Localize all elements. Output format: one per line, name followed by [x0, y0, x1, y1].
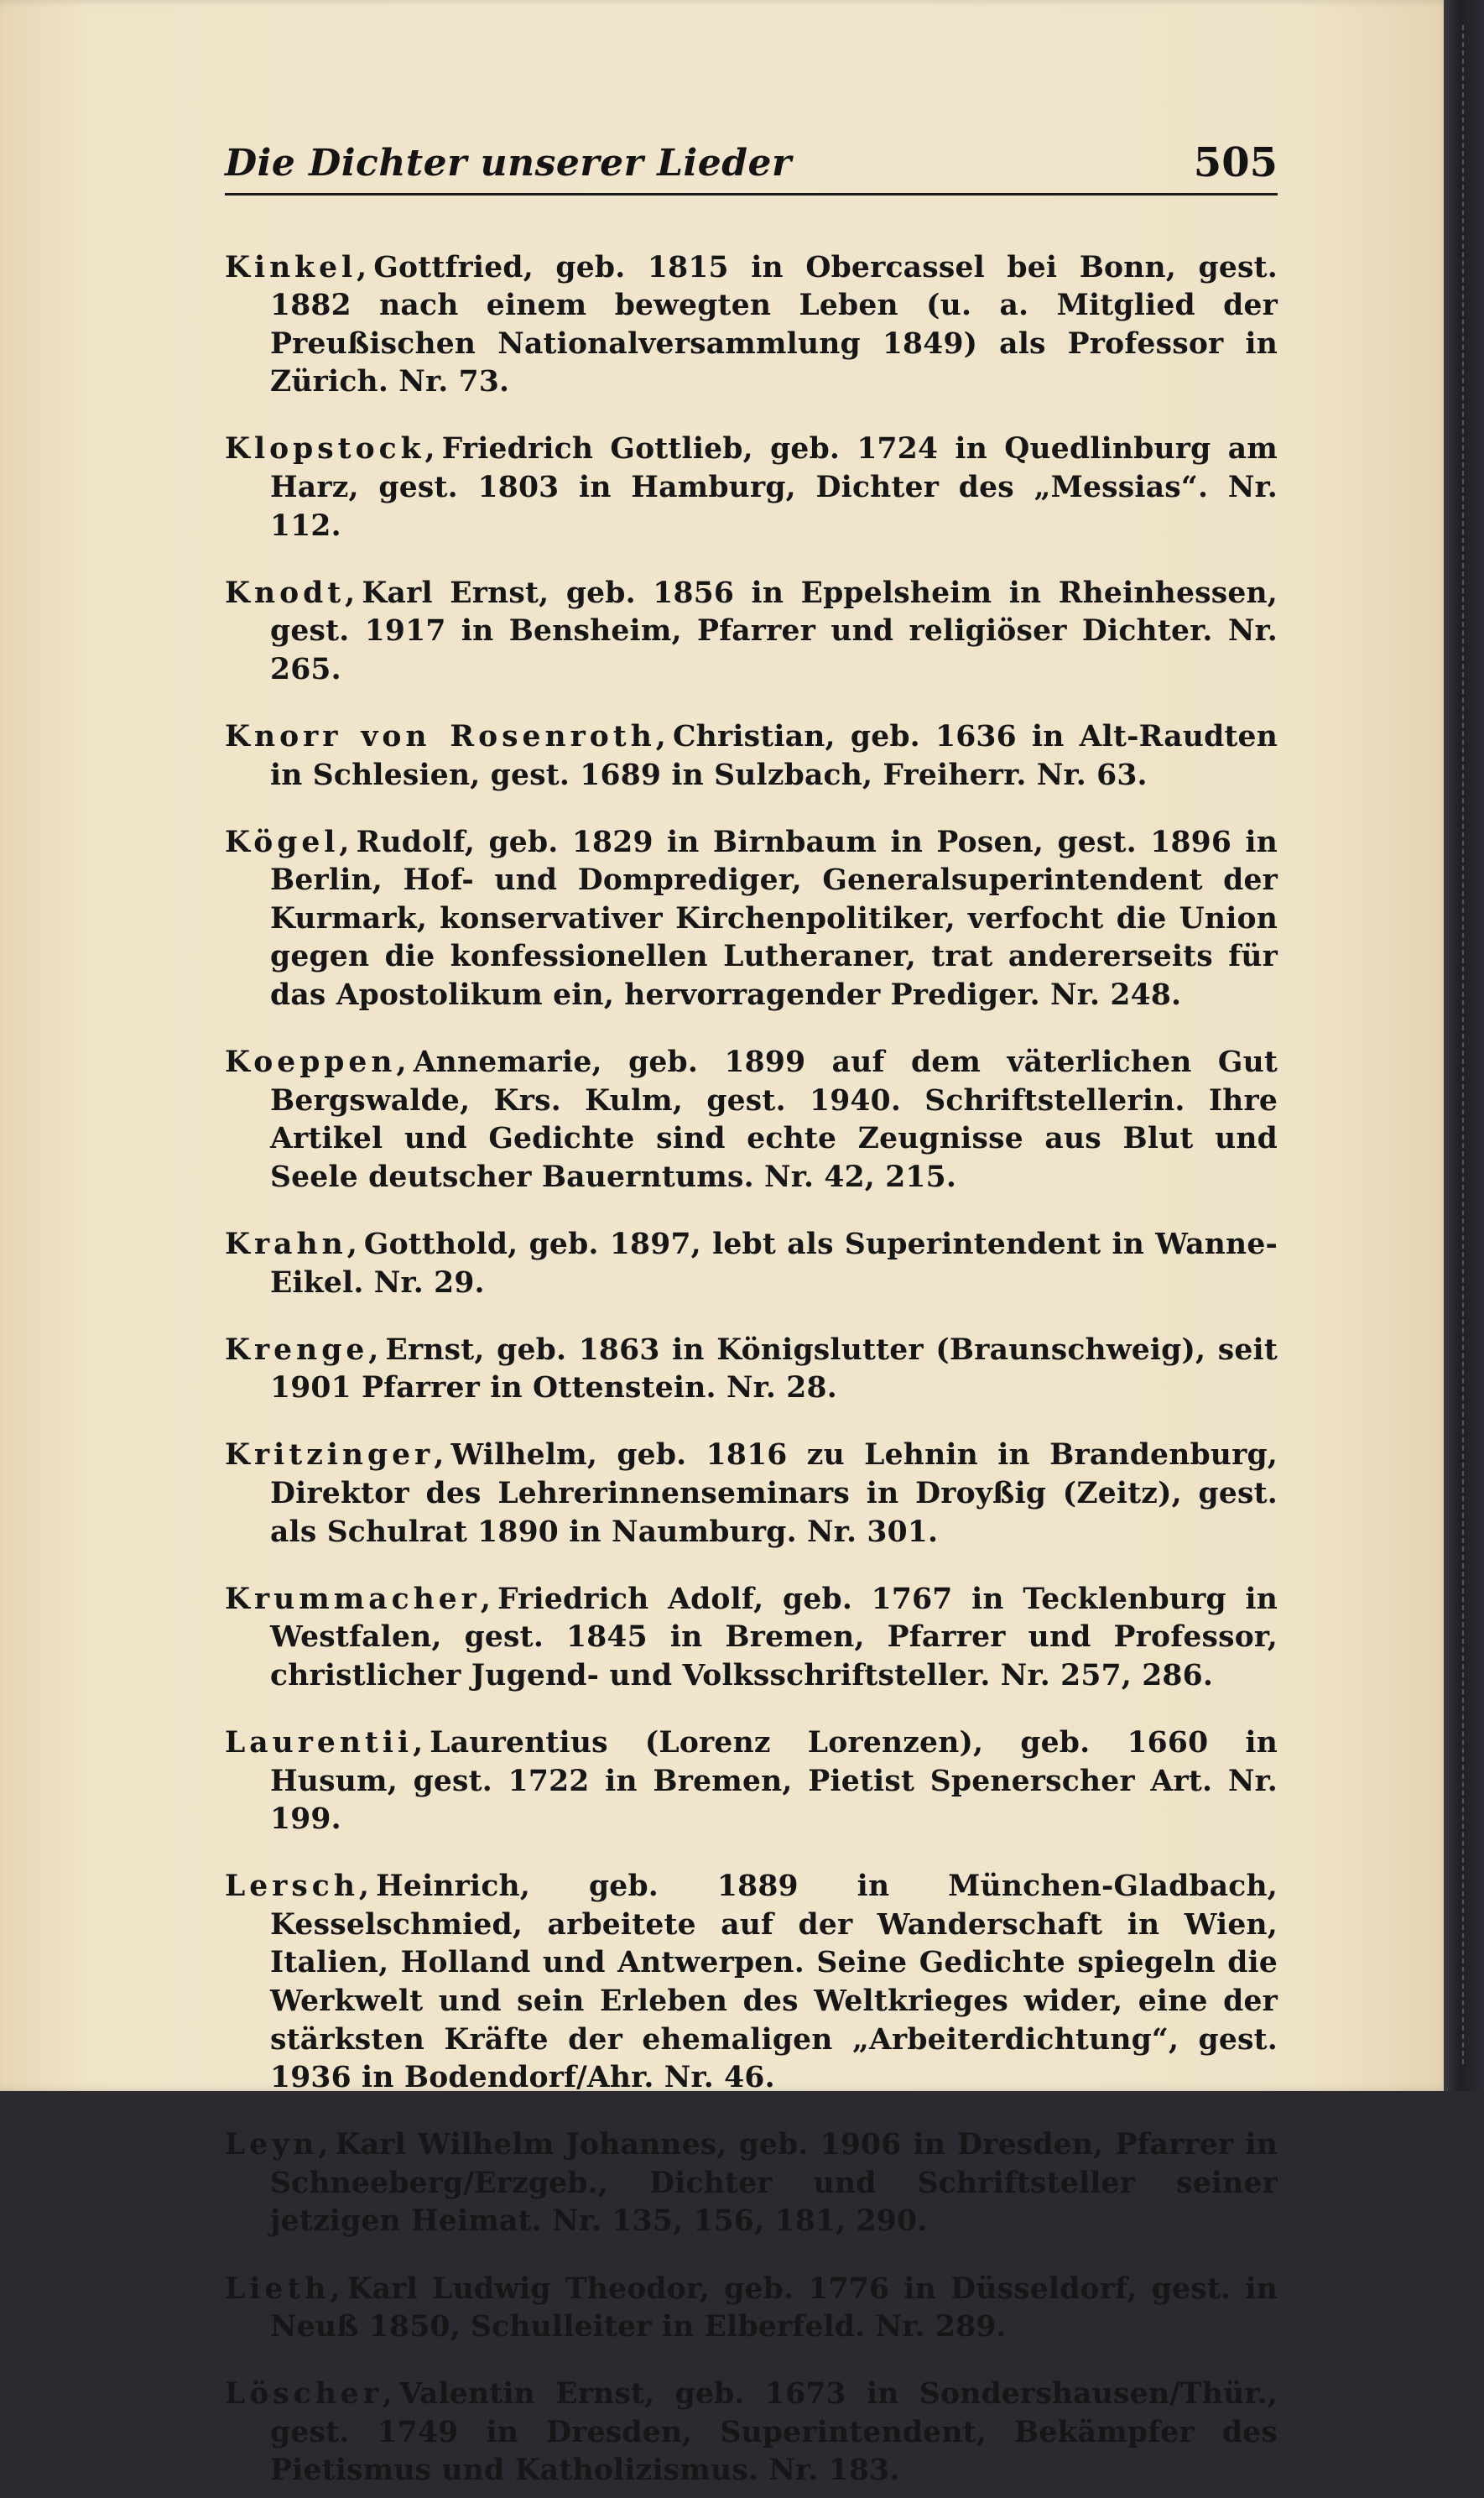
entry-name: Kritzinger [225, 1438, 435, 1473]
page-header [225, 134, 1278, 196]
list-item: Klopstock, Friedrich Gottlieb, geb. 1724 in Quedlinburg am Harz, gest. 1803 in Hamburg, Dichter des „Messias“. Nr. 112. [225, 432, 1278, 543]
list-item: Kögel, Rudolf, geb. 1829 in Birnbaum in Posen, gest. 1896 in Berlin, Hof- und Domprediger, Generalsuperintendent der Kurmark, konservativer Kirchenpolitiker, verfocht die Union gegen die konfessionellen Lutheraner, trat andererseits für das Apostolikum ein, hervorragender Prediger. Nr. 248. [225, 825, 1278, 1012]
entry-name: Löscher [225, 2377, 383, 2412]
entry-name: Krahn [225, 1227, 347, 1261]
entry-text: Friedrich Adolf, geb. 1767 in Tecklenburg in Westfalen, gest. 1845 in Bremen, Pfarrer und Professor, christlicher Jugend- und Volksschriftsteller. Nr. 257, 286. [270, 1582, 1278, 1692]
list-item: Lersch, Heinrich, geb. 1889 in München-Gladbach, Kesselschmied, arbeitete auf der Wanderschaft in Wien, Italien, Holland und Antwerpen. Seine Gedichte spiegeln die Werkwelt und sein Erleben des Weltkrieges wider, eine der stärksten Kräfte der ehemaligen „Arbeiterdichtung“, gest. 1936 in Bodendorf/Ahr. Nr. 46. [225, 1870, 1278, 2095]
entry-name: Krummacher [225, 1582, 481, 1616]
page-number: 505 [1193, 139, 1278, 186]
list-item: Leyn, Karl Wilhelm Johannes, geb. 1906 in Dresden, Pfarrer in Schneeberg/Erzgeb., Dichter und Schriftsteller seiner jetzigen Heimat. Nr. 135, 156, 181, 290. [225, 2128, 1278, 2239]
entry-text: Christian, geb. 1636 in Alt-Raudten in Schlesien, gest. 1689 in Sulzbach, Freiherr. Nr. 63. [270, 719, 1278, 792]
entry-text: Gotthold, geb. 1897, lebt als Superintendent in Wanne-Eikel. Nr. 29. [270, 1227, 1278, 1300]
list-item: Kritzinger, Wilhelm, geb. 1816 zu Lehnin in Brandenburg, Direktor des Lehrerinnenseminars in Droyßig (Zeitz), gest. als Schulrat 1890 in Naumburg. Nr. 301. [225, 1438, 1278, 1549]
entry-text: Karl Wilhelm Johannes, geb. 1906 in Dresden, Pfarrer in Schneeberg/Erzgeb., Dichter und Schriftsteller seiner jetzigen Heimat. Nr. 135, 156, 181, 290. [270, 2128, 1278, 2239]
list-item: Knorr von Rosenroth, Christian, geb. 1636 in Alt-Raudten in Schlesien, gest. 1689 in Sulzbach, Freiherr. Nr. 63. [225, 719, 1278, 792]
entry-name: Knodt [225, 576, 346, 610]
entry-name: Koeppen [225, 1046, 397, 1080]
entry-text: Annemarie, geb. 1899 auf dem väterlichen Gut Bergswalde, Krs. Kulm, gest. 1940. Schriftstellerin. Ihre Artikel und Gedichte sind echte Zeugnisse aus Blut und Seele deutscher Bauerntums. Nr. 42, 215. [270, 1046, 1278, 1194]
entry-text: Karl Ernst, geb. 1856 in Eppelsheim in Rheinhessen, gest. 1917 in Bensheim, Pfarrer und religiöser Dichter. Nr. 265. [270, 576, 1278, 686]
entry-name: Kinkel [225, 250, 357, 284]
entry-text: Rudolf, geb. 1829 in Birnbaum in Posen, gest. 1896 in Berlin, Hof- und Domprediger, Generalsuperintendent der Kurmark, konservativer Kirchenpolitiker, verfocht die Union gegen die konfessionellen Lutheraner, trat andererseits für das Apostolikum ein, hervorragender Prediger. Nr. 248. [270, 825, 1278, 1012]
entry-text: Laurentius (Lorenz Lorenzen), geb. 1660 in Husum, gest. 1722 in Bremen, Pietist Spenerscher Art. Nr. 199. [270, 1725, 1278, 1837]
running-title: Die Dichter unserer Lieder [225, 142, 792, 185]
list-item: Krummacher, Friedrich Adolf, geb. 1767 in Tecklenburg in Westfalen, gest. 1845 in Bremen, Pfarrer und Professor, christlicher Jugend- und Volksschriftsteller. Nr. 257, 286. [225, 1582, 1278, 1692]
list-item: Lieth, Karl Ludwig Theodor, geb. 1776 in Düsseldorf, gest. in Neuß 1850, Schulleiter in Elberfeld. Nr. 289. [225, 2271, 1278, 2344]
entry-name: Krenge [225, 1332, 369, 1367]
book-cover-edge [1444, 0, 1484, 2091]
entry-name: Laurentii [225, 1725, 414, 1760]
list-item: Knodt, Karl Ernst, geb. 1856 in Eppelsheim in Rheinhessen, gest. 1917 in Bensheim, Pfarrer und religiöser Dichter. Nr. 265. [225, 576, 1278, 686]
entry-text: Valentin Ernst, geb. 1673 in Sondershausen/Thür., gest. 1749 in Dresden, Superintendent, Bekämpfer des Pietismus und Katholizismus. Nr. 183. [270, 2377, 1278, 2488]
entry-name: Kögel [225, 825, 340, 859]
entry-name: Lersch [225, 1870, 359, 1904]
list-item: Löscher, Valentin Ernst, geb. 1673 in Sondershausen/Thür., gest. 1749 in Dresden, Superintendent, Bekämpfer des Pietismus und Katholizismus. Nr. 183. [225, 2377, 1278, 2488]
list-item: Kinkel, Gottfried, geb. 1815 in Obercassel bei Bonn, gest. 1882 nach einem bewegten Leben (u. a. Mitglied der Preußischen Nationalversammlung 1849) als Professor in Zürich. Nr. 73. [225, 250, 1278, 399]
entry-name: Lieth [225, 2271, 331, 2306]
entry-name: Klopstock [225, 432, 425, 467]
list-item: Krenge, Ernst, geb. 1863 in Königslutter (Braunschweig), seit 1901 Pfarrer in Ottenstein. Nr. 28. [225, 1332, 1278, 1405]
list-item: Koeppen, Annemarie, geb. 1899 auf dem väterlichen Gut Bergswalde, Krs. Kulm, gest. 1940. Schriftstellerin. Ihre Artikel und Gedichte sind echte Zeugnisse aus Blut und Seele deutscher Bauerntums. Nr. 42, 215. [225, 1046, 1278, 1194]
cover-stitching [1462, 25, 1472, 2064]
entry-name: Knorr von Rosenroth [225, 719, 656, 754]
entry-text: Gottfried, geb. 1815 in Obercassel bei Bonn, gest. 1882 nach einem bewegten Leben (u. a. Mitglied der Preußischen Nationalversammlung 1849) als Professor in Zürich. Nr. 73. [270, 250, 1278, 399]
entry-text: Wilhelm, geb. 1816 zu Lehnin in Brandenburg, Direktor des Lehrerinnenseminars in Droyßig (Zeitz), gest. als Schulrat 1890 in Naumburg. Nr. 301. [270, 1438, 1278, 1549]
list-item: Laurentii, Laurentius (Lorenz Lorenzen), geb. 1660 in Husum, gest. 1722 in Bremen, Pietist Spenerscher Art. Nr. 199. [225, 1725, 1278, 1837]
entry-text: Karl Ludwig Theodor, geb. 1776 in Düsseldorf, gest. in Neuß 1850, Schulleiter in Elberfeld. Nr. 289. [270, 2271, 1278, 2344]
entry-name: Leyn [225, 2128, 319, 2162]
list-item: Krahn, Gotthold, geb. 1897, lebt als Superintendent in Wanne-Eikel. Nr. 29. [225, 1227, 1278, 1300]
entry-list [225, 220, 1278, 2498]
entry-text: Heinrich, geb. 1889 in München-Gladbach, Kesselschmied, arbeitete auf der Wanderschaft in Wien, Italien, Holland und Antwerpen. Seine Gedichte spiegeln die Werkwelt und sein Erleben des Weltkrieges wider, eine der stärksten Kräfte der ehemaligen „Arbeiterdichtung“, gest. 1936 in Bodendorf/Ahr. Nr. 46. [270, 1870, 1278, 2095]
entry-text: Ernst, geb. 1863 in Königslutter (Braunschweig), seit 1901 Pfarrer in Ottenstein. Nr. 28. [270, 1332, 1278, 1405]
entry-text: Friedrich Gottlieb, geb. 1724 in Quedlinburg am Harz, gest. 1803 in Hamburg, Dichter des „Messias“. Nr. 112. [270, 432, 1278, 543]
